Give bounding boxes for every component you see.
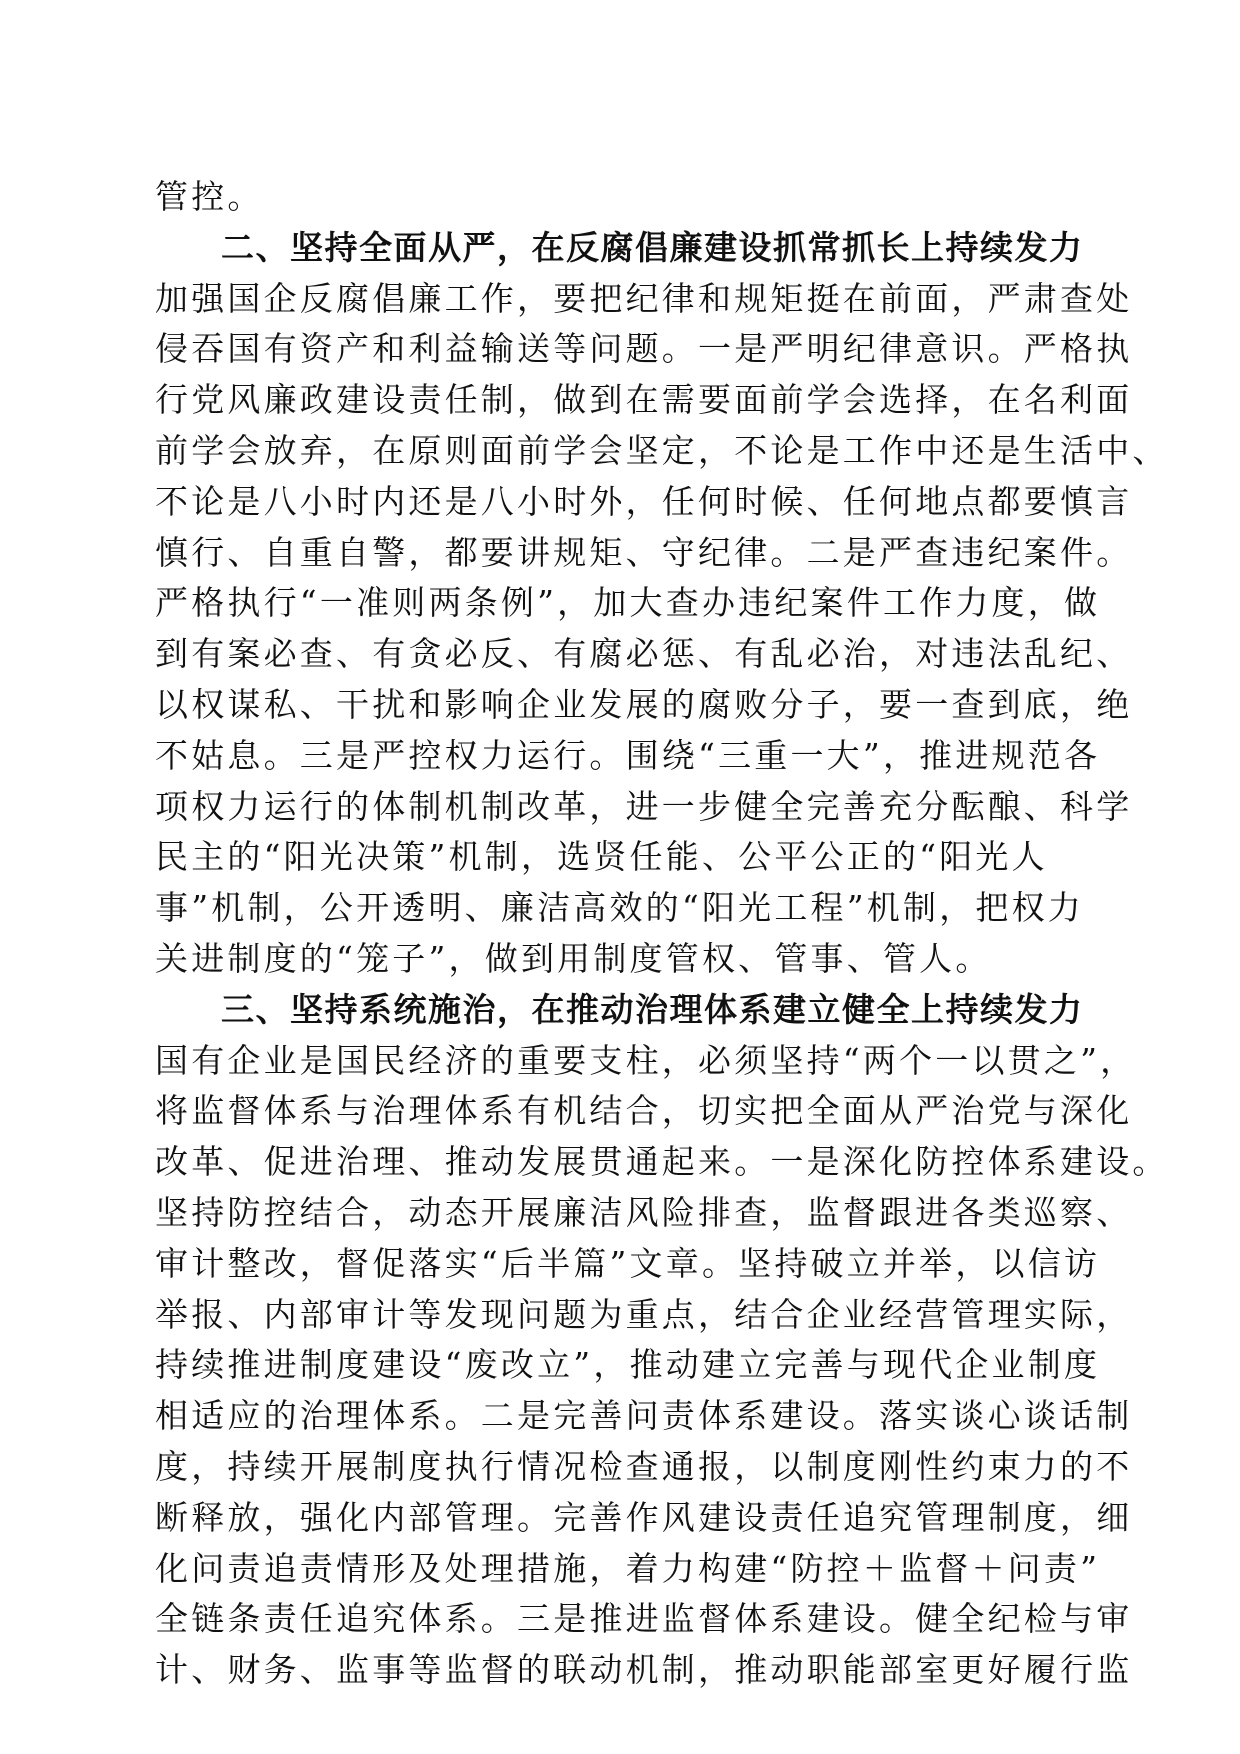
document-body xyxy=(155,172,1169,1696)
body-text-line: 前学会放弃，在原则面前学会坚定，不论是工作中还是生活中、 xyxy=(155,430,1169,470)
body-text-line: 审计整改，督促落实“后半篇”文章。坚持破立并举，以信访 xyxy=(155,1243,1101,1283)
body-text-line: 事”机制，公开透明、廉洁高效的“阳光工程”机制，把权力 xyxy=(155,888,1085,928)
body-text-line: 到有案必查、有贪必反、有腐必惩、有乱必治，对违法乱纪、 xyxy=(155,634,1133,674)
section-heading: 三、坚持系统施治，在推动治理体系建立健全上持续发力 xyxy=(221,989,1084,1029)
body-text-line: 不姑息。三是严控权力运行。围绕“三重一大”，推进规范各 xyxy=(155,735,1101,775)
body-text-line: 关进制度的“笼子”，做到用制度管权、管事、管人。 xyxy=(155,938,992,978)
body-text-line: 持续推进制度建设“废改立”，推动建立完善与现代企业制度 xyxy=(155,1345,1101,1385)
body-text-line: 民主的“阳光决策”机制，选贤任能、公平公正的“阳光人 xyxy=(155,837,1048,877)
body-text-line: 侵吞国有资产和利益输送等问题。一是严明纪律意识。严格执 xyxy=(155,329,1133,369)
body-text-line: 相适应的治理体系。二是完善问责体系建设。落实谈心谈话制 xyxy=(155,1396,1133,1436)
body-text-line: 断释放，强化内部管理。完善作风建设责任追究管理制度，细 xyxy=(155,1497,1133,1537)
body-text-line: 加强国企反腐倡廉工作，要把纪律和规矩挺在前面，严肃查处 xyxy=(155,278,1133,318)
body-text-line: 坚持防控结合，动态开展廉洁风险排查，监督跟进各类巡察、 xyxy=(155,1192,1133,1232)
body-text-line: 以权谋私、干扰和影响企业发展的腐败分子，要一查到底，绝 xyxy=(155,684,1133,724)
body-text-line: 度，持续开展制度执行情况检查通报，以制度刚性约束力的不 xyxy=(155,1446,1133,1486)
body-text-line: 全链条责任追究体系。三是推进监督体系建设。健全纪检与审 xyxy=(155,1599,1133,1639)
body-text-line: 慎行、自重自警，都要讲规矩、守纪律。二是严查违纪案件。 xyxy=(155,532,1133,572)
body-text-line: 将监督体系与治理体系有机结合，切实把全面从严治党与深化 xyxy=(155,1091,1133,1131)
body-text-line: 行党风廉政建设责任制，做到在需要面前学会选择，在名利面 xyxy=(155,380,1133,420)
body-text-line: 严格执行“一准则两条例”，加大查办违纪案件工作力度，做 xyxy=(155,583,1101,623)
body-text-line: 不论是八小时内还是八小时外，任何时候、任何地点都要慎言 xyxy=(155,481,1133,521)
body-text-line: 国有企业是国民经济的重要支柱，必须坚持“两个一以贯之”， xyxy=(155,1040,1137,1080)
body-text-line: 项权力运行的体制机制改革，进一步健全完善充分酝酿、科学 xyxy=(155,786,1133,826)
body-text-line: 举报、内部审计等发现问题为重点，结合企业经营管理实际， xyxy=(155,1294,1133,1334)
body-text-line: 计、财务、监事等监督的联动机制，推动职能部室更好履行监 xyxy=(155,1650,1133,1690)
body-text-line: 化问责追责情形及处理措施，着力构建“防控＋监督＋问责” xyxy=(155,1548,1101,1588)
body-text-line: 改革、促进治理、推动发展贯通起来。一是深化防控体系建设。 xyxy=(155,1142,1169,1182)
section-heading: 二、坚持全面从严，在反腐倡廉建设抓常抓长上持续发力 xyxy=(221,227,1084,267)
body-text-line: 管控。 xyxy=(155,177,264,216)
